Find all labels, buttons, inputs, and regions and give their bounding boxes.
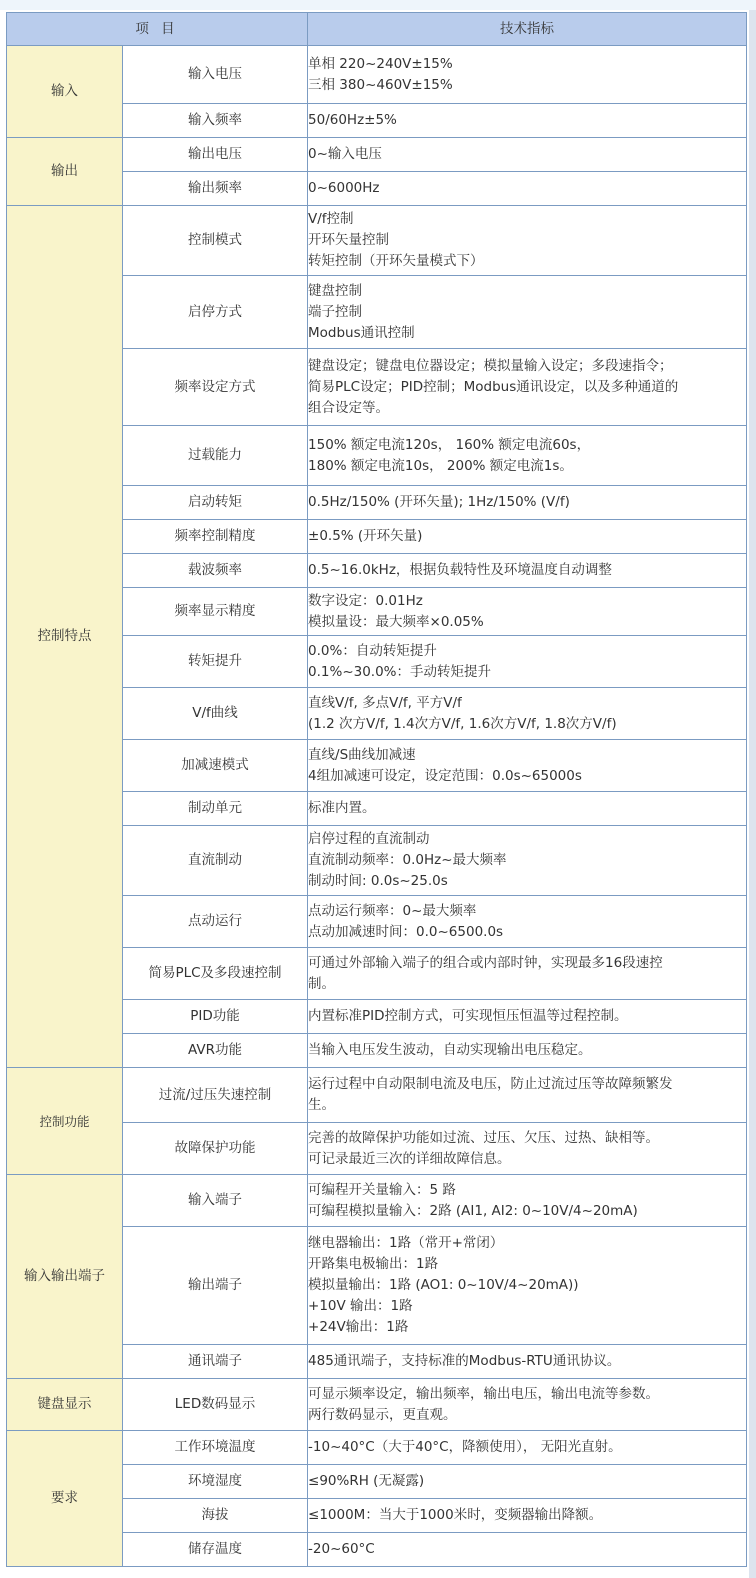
item-name: 频率控制精度 bbox=[123, 520, 308, 554]
item-name: 输出端子 bbox=[123, 1227, 308, 1345]
item-name: 故障保护功能 bbox=[123, 1123, 308, 1175]
category-input: 输入 bbox=[7, 46, 123, 138]
item-name: 制动单元 bbox=[123, 792, 308, 826]
spec-line: 180% 额定电流10s， 200% 额定电流1s。 bbox=[308, 457, 573, 474]
spec-line: V/f控制 bbox=[308, 211, 354, 227]
category-control: 控制特点 bbox=[7, 206, 123, 1068]
item-spec bbox=[308, 486, 747, 520]
table-row bbox=[7, 1431, 747, 1465]
item-name: 过流/过压失速控制 bbox=[123, 1068, 308, 1123]
item-name: 启停方式 bbox=[123, 276, 308, 349]
item-spec bbox=[308, 1227, 747, 1345]
item-spec bbox=[308, 1000, 747, 1034]
spec-line: 标准内置。 bbox=[308, 800, 376, 816]
item-name: AVR功能 bbox=[123, 1034, 308, 1068]
spec-line: 0.1%~30.0%：手动转矩提升 bbox=[308, 663, 492, 680]
item-spec bbox=[308, 792, 747, 826]
item-spec bbox=[308, 520, 747, 554]
spec-line: 点动加减速时间：0.0~6500.0s bbox=[308, 923, 504, 940]
item-spec bbox=[308, 1431, 747, 1465]
category-io: 输入输出端子 bbox=[7, 1175, 123, 1379]
spec-line: 单相 220~240V±15% bbox=[308, 55, 453, 72]
spec-line: 直流制动频率：0.0Hz~最大频率 bbox=[308, 852, 507, 868]
spec-line: 三相 380~460V±15% bbox=[308, 76, 453, 93]
item-name: 输出频率 bbox=[123, 172, 308, 206]
table-row bbox=[7, 1379, 747, 1431]
item-spec bbox=[308, 276, 747, 349]
item-name: PID功能 bbox=[123, 1000, 308, 1034]
spec-line: 485通讯端子，支持标准的Modbus-RTU通讯协议。 bbox=[308, 1353, 621, 1369]
item-name: 控制模式 bbox=[123, 206, 308, 276]
table-row bbox=[7, 1068, 747, 1123]
header-item: 项 目 bbox=[7, 13, 308, 46]
category-output: 输出 bbox=[7, 138, 123, 206]
spec-line: 点动运行频率：0~最大频率 bbox=[308, 902, 477, 919]
item-name: 输出电压 bbox=[123, 138, 308, 172]
spec-line: 直线/S曲线加减速 bbox=[308, 746, 416, 763]
item-name: 转矩提升 bbox=[123, 636, 308, 688]
item-spec bbox=[308, 172, 747, 206]
table-header-row bbox=[7, 13, 747, 46]
spec-line: +10V 输出：1路 bbox=[308, 1298, 413, 1314]
spec-line: 0.0%：自动转矩提升 bbox=[308, 642, 437, 659]
item-spec bbox=[308, 636, 747, 688]
spec-line: ≤90%RH (无凝露) bbox=[308, 1473, 425, 1489]
spec-line: 简易PLC设定；PID控制；Modbus通讯设定，以及多种通道的 bbox=[308, 378, 679, 395]
spec-line: 可显示频率设定，输出频率，输出电压，输出电流等参数。 bbox=[308, 1385, 660, 1402]
item-spec bbox=[308, 426, 747, 486]
item-name: 通讯端子 bbox=[123, 1345, 308, 1379]
item-spec bbox=[308, 1499, 747, 1533]
item-spec bbox=[308, 104, 747, 138]
item-spec bbox=[308, 1533, 747, 1567]
item-spec bbox=[308, 1175, 747, 1227]
item-spec bbox=[308, 349, 747, 426]
spec-line: 模拟量设：最大频率×0.05% bbox=[308, 613, 484, 630]
item-name: 点动运行 bbox=[123, 896, 308, 948]
item-spec bbox=[308, 138, 747, 172]
spec-line: ±0.5% (开环矢量) bbox=[308, 528, 423, 544]
item-spec bbox=[308, 1345, 747, 1379]
item-name: 简易PLC及多段速控制 bbox=[123, 948, 308, 1000]
item-spec bbox=[308, 206, 747, 276]
spec-line: 制。 bbox=[308, 975, 336, 992]
spec-line: 开路集电极输出：1路 bbox=[308, 1256, 439, 1272]
spec-line: 运行过程中自动限制电流及电压，防止过流过压等故障频繁发 bbox=[308, 1076, 673, 1092]
item-name: 海拔 bbox=[123, 1499, 308, 1533]
spec-line: 两行数码显示，更直观。 bbox=[308, 1406, 457, 1423]
spec-line: 开环矢量控制 bbox=[308, 232, 390, 248]
spec-line: 0~6000Hz bbox=[308, 180, 380, 196]
spec-line: 键盘控制 bbox=[308, 282, 363, 299]
spec-line: -20~60°C bbox=[308, 1541, 375, 1557]
spec-line: 50/60Hz±5% bbox=[308, 112, 397, 128]
item-name: 加减速模式 bbox=[123, 740, 308, 792]
spec-line: 0.5Hz/150% (开环矢量); 1Hz/150% (V/f) bbox=[308, 494, 570, 510]
item-spec bbox=[308, 1034, 747, 1068]
item-name: 载波频率 bbox=[123, 554, 308, 588]
spec-line: 继电器输出：1路（常开+常闭） bbox=[308, 1235, 504, 1251]
spec-line: ≤1000M：当大于1000米时，变频器输出降额。 bbox=[308, 1507, 603, 1523]
category-env: 要求 bbox=[7, 1431, 123, 1567]
table-row bbox=[7, 1175, 747, 1227]
spec-line: 完善的故障保护功能如过流、过压、欠压、过热、缺相等。 bbox=[308, 1129, 660, 1146]
item-spec bbox=[308, 1123, 747, 1175]
item-spec bbox=[308, 688, 747, 740]
item-spec bbox=[308, 1465, 747, 1499]
category-control_func: 控制功能 bbox=[7, 1068, 123, 1175]
spec-line: 可编程开关量输入：5 路 bbox=[308, 1181, 456, 1198]
item-spec bbox=[308, 896, 747, 948]
table-row bbox=[7, 206, 747, 276]
item-name: 频率显示精度 bbox=[123, 588, 308, 636]
item-spec bbox=[308, 1068, 747, 1123]
item-name: 输入频率 bbox=[123, 104, 308, 138]
spec-line: 内置标准PID控制方式，可实现恒压恒温等过程控制。 bbox=[308, 1008, 628, 1024]
category-keypad: 键盘显示 bbox=[7, 1379, 123, 1431]
spec-line: 数字设定：0.01Hz bbox=[308, 592, 423, 609]
spec-line: 150% 额定电流120s， 160% 额定电流60s， bbox=[308, 436, 591, 453]
spec-line: 0~输入电压 bbox=[308, 146, 382, 162]
item-name: LED数码显示 bbox=[123, 1379, 308, 1431]
item-name: 环境湿度 bbox=[123, 1465, 308, 1499]
item-spec bbox=[308, 740, 747, 792]
item-name: 储存温度 bbox=[123, 1533, 308, 1567]
spec-line: 生。 bbox=[308, 1097, 336, 1113]
item-name: 输入端子 bbox=[123, 1175, 308, 1227]
spec-line: 可编程模拟量输入：2路 (AI1, AI2: 0~10V/4~20mA) bbox=[308, 1202, 638, 1219]
spec-line: 键盘设定；键盘电位器设定；模拟量输入设定；多段速指令； bbox=[308, 357, 673, 374]
item-name: 过载能力 bbox=[123, 426, 308, 486]
spec-line: 转矩控制（开环矢量模式下） bbox=[308, 253, 484, 269]
table-body bbox=[7, 46, 747, 1567]
spec-line: +24V输出：1路 bbox=[308, 1319, 409, 1335]
table-row bbox=[7, 46, 747, 104]
table-row bbox=[7, 138, 747, 172]
item-name: 频率设定方式 bbox=[123, 349, 308, 426]
item-spec bbox=[308, 948, 747, 1000]
spec-line: 可记录最近三次的详细故障信息。 bbox=[308, 1150, 511, 1167]
item-name: 输入电压 bbox=[123, 46, 308, 104]
spec-line: 启停过程的直流制动 bbox=[308, 831, 430, 847]
spec-line: 端子控制 bbox=[308, 303, 363, 320]
spec-line: Modbus通讯控制 bbox=[308, 324, 415, 341]
spec-table bbox=[6, 12, 747, 1567]
item-spec bbox=[308, 1379, 747, 1431]
spec-line: (1.2 次方V/f, 1.4次方V/f, 1.6次方V/f, 1.8次方V/f) bbox=[308, 715, 617, 732]
item-spec bbox=[308, 588, 747, 636]
item-name: 启动转矩 bbox=[123, 486, 308, 520]
item-name: 工作环境温度 bbox=[123, 1431, 308, 1465]
spec-line: 制动时间: 0.0s~25.0s bbox=[308, 873, 448, 889]
spec-line: 4组加减速可设定，设定范围：0.0s~65000s bbox=[308, 767, 582, 784]
spec-line: 0.5~16.0kHz，根据负载特性及环境温度自动调整 bbox=[308, 562, 612, 578]
item-name: V/f曲线 bbox=[123, 688, 308, 740]
item-name: 直流制动 bbox=[123, 826, 308, 896]
spec-line: -10~40°C（大于40°C，降额使用）， 无阳光直射。 bbox=[308, 1439, 622, 1455]
spec-line: 当输入电压发生波动，自动实现输出电压稳定。 bbox=[308, 1042, 592, 1058]
item-spec bbox=[308, 554, 747, 588]
item-spec bbox=[308, 46, 747, 104]
spec-line: 模拟量输出：1路 (AO1: 0~10V/4~20mA)) bbox=[308, 1277, 579, 1293]
spec-line: 直线V/f, 多点V/f, 平方V/f bbox=[308, 694, 462, 711]
item-spec bbox=[308, 826, 747, 896]
spec-line: 组合设定等。 bbox=[308, 399, 390, 416]
spec-line: 可通过外部输入端子的组合或内部时钟，实现最多16段速控 bbox=[308, 954, 663, 971]
header-spec: 技术指标 bbox=[308, 13, 747, 46]
